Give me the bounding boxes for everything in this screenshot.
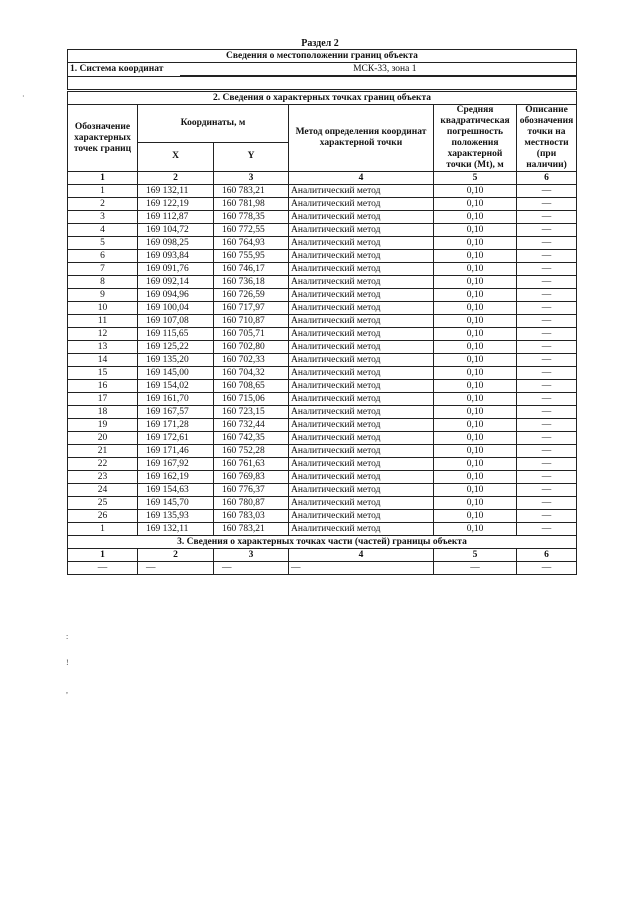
table-row [68,185,577,198]
description-cell: — [517,380,577,393]
point-number-cell: 8 [68,276,138,289]
table-row [68,263,577,276]
x-coordinate-cell: 169 161,70 [138,393,214,406]
method-cell: Аналитический метод [289,510,434,523]
x-coordinate-cell: 169 132,11 [138,523,214,536]
mt-cell: 0,10 [434,354,517,367]
block3-column-number-row [68,549,577,562]
block2-title-row [68,92,577,105]
method-cell: Аналитический метод [289,380,434,393]
column-number: 4 [289,172,434,185]
header-y: Y [214,142,289,171]
y-coordinate-cell: 160 732,44 [214,419,289,432]
table-row [68,432,577,445]
y-coordinate-cell: 160 783,21 [214,523,289,536]
point-number-cell: 13 [68,341,138,354]
coord-system-label: 1. Система координат [70,64,164,74]
x-coordinate-cell: 169 145,00 [138,367,214,380]
column-number: 2 [138,549,214,562]
x-coordinate-cell: 169 132,11 [138,185,214,198]
point-number-cell: 24 [68,484,138,497]
point-number-cell: 4 [68,224,138,237]
method-cell: Аналитический метод [289,419,434,432]
description-cell: — [517,562,577,575]
table-row [68,419,577,432]
description-cell: — [517,263,577,276]
mt-cell: 0,10 [434,263,517,276]
column-number: 2 [138,172,214,185]
method-cell: Аналитический метод [289,328,434,341]
x-coordinate-cell: 169 100,04 [138,302,214,315]
description-cell: — [517,484,577,497]
description-cell: — [517,419,577,432]
table-row [68,445,577,458]
method-cell: Аналитический метод [289,497,434,510]
point-number-cell: 16 [68,380,138,393]
point-number-cell: 14 [68,354,138,367]
mt-cell: 0,10 [434,224,517,237]
description-cell: — [517,328,577,341]
scan-mark: · [22,92,25,101]
description-cell: — [517,432,577,445]
x-coordinate-cell: 169 135,20 [138,354,214,367]
column-number: 5 [434,549,517,562]
header-description: Описание обозначения точки на местности (при наличии) [517,105,577,172]
description-cell: — [517,497,577,510]
table-row [68,393,577,406]
description-cell: — [517,341,577,354]
header-row-1 [68,105,577,143]
method-cell: Аналитический метод [289,263,434,276]
table-row [68,523,577,536]
mt-cell: 0,10 [434,497,517,510]
table-row [68,367,577,380]
y-coordinate-cell: 160 710,87 [214,315,289,328]
scan-mark: , [66,686,68,695]
y-coordinate-cell: — [214,562,289,575]
section-title: Раздел 2 [301,38,339,49]
column-number: 6 [517,172,577,185]
mt-cell: 0,10 [434,315,517,328]
description-cell: — [517,445,577,458]
y-coordinate-cell: 160 726,59 [214,289,289,302]
x-coordinate-cell: 169 107,08 [138,315,214,328]
method-cell: Аналитический метод [289,237,434,250]
description-cell: — [517,354,577,367]
mt-cell: 0,10 [434,445,517,458]
x-coordinate-cell: 169 093,84 [138,250,214,263]
y-coordinate-cell: 160 783,21 [214,185,289,198]
y-coordinate-cell: 160 780,87 [214,497,289,510]
description-cell: — [517,510,577,523]
object-location-title: Сведения о местоположении границ объекта [68,50,577,63]
x-coordinate-cell: 169 112,87 [138,211,214,224]
column-number-row [68,172,577,185]
x-coordinate-cell: 169 122,19 [138,198,214,211]
x-coordinate-cell: 169 154,63 [138,484,214,497]
method-cell: Аналитический метод [289,432,434,445]
description-cell: — [517,224,577,237]
description-cell: — [517,406,577,419]
y-coordinate-cell: 160 761,63 [214,458,289,471]
method-cell: Аналитический метод [289,276,434,289]
x-coordinate-cell: 169 098,25 [138,237,214,250]
table-row [68,302,577,315]
block3-title: 3. Сведения о характерных точках части (частей) границы объекта [68,536,577,549]
coord-system-row [68,63,577,77]
block2-title: 2. Сведения о характерных точках границ объекта [68,92,577,105]
description-cell: — [517,302,577,315]
point-number-cell: 26 [68,510,138,523]
x-coordinate-cell: 169 104,72 [138,224,214,237]
table-row [68,198,577,211]
mt-cell: — [434,562,517,575]
mt-cell: 0,10 [434,211,517,224]
x-coordinate-cell: 169 167,57 [138,406,214,419]
y-coordinate-cell: 160 783,03 [214,510,289,523]
method-cell: Аналитический метод [289,185,434,198]
description-cell: — [517,289,577,302]
y-coordinate-cell: 160 723,15 [214,406,289,419]
y-coordinate-cell: 160 778,35 [214,211,289,224]
x-coordinate-cell: 169 162,19 [138,471,214,484]
spacer-row [68,77,577,90]
point-number-cell: 18 [68,406,138,419]
description-cell: — [517,523,577,536]
method-cell: Аналитический метод [289,211,434,224]
column-number: 3 [214,172,289,185]
mt-cell: 0,10 [434,328,517,341]
description-cell: — [517,471,577,484]
method-cell: Аналитический метод [289,224,434,237]
point-number-cell: 21 [68,445,138,458]
x-coordinate-cell: 169 115,65 [138,328,214,341]
point-number-cell: 9 [68,289,138,302]
point-number-cell: 1 [68,185,138,198]
point-number-cell: 5 [68,237,138,250]
mt-cell: 0,10 [434,484,517,497]
characteristic-points-table [67,91,577,575]
y-coordinate-cell: 160 705,71 [214,328,289,341]
method-cell: Аналитический метод [289,393,434,406]
y-coordinate-cell: 160 736,18 [214,276,289,289]
point-number-cell: 15 [68,367,138,380]
block3-title-row [68,536,577,549]
point-number-cell: 10 [68,302,138,315]
y-coordinate-cell: 160 702,80 [214,341,289,354]
table-row [68,341,577,354]
point-number-cell: 12 [68,328,138,341]
mt-cell: 0,10 [434,523,517,536]
column-number: 1 [68,172,138,185]
method-cell: Аналитический метод [289,367,434,380]
table-row [68,237,577,250]
header-method: Метод определения координат характерной точки [289,105,434,172]
table-row [68,484,577,497]
y-coordinate-cell: 160 717,97 [214,302,289,315]
mt-cell: 0,10 [434,250,517,263]
mt-cell: 0,10 [434,289,517,302]
x-coordinate-cell: 169 145,70 [138,497,214,510]
table-row [68,471,577,484]
header-point-designation: Обозначение характерных точек границ [68,105,138,172]
object-location-title-row [68,50,577,63]
x-coordinate-cell: 169 172,61 [138,432,214,445]
point-number-cell: 2 [68,198,138,211]
y-coordinate-cell: 160 704,32 [214,367,289,380]
point-number-cell: 23 [68,471,138,484]
scan-mark: ! [66,658,69,667]
method-cell: Аналитический метод [289,341,434,354]
x-coordinate-cell: 169 154,02 [138,380,214,393]
method-cell: Аналитический метод [289,406,434,419]
method-cell: Аналитический метод [289,315,434,328]
mt-cell: 0,10 [434,380,517,393]
table-row [68,289,577,302]
table-row [68,211,577,224]
header-mt: Средняя квадратическая погрешность положения характерной точки (Mt), м [434,105,517,172]
method-cell: Аналитический метод [289,302,434,315]
point-number-cell: 20 [68,432,138,445]
method-cell: Аналитический метод [289,471,434,484]
mt-cell: 0,10 [434,237,517,250]
description-cell: — [517,393,577,406]
method-cell: Аналитический метод [289,354,434,367]
point-number-cell: 22 [68,458,138,471]
table-row [68,497,577,510]
mt-cell: 0,10 [434,432,517,445]
description-cell: — [517,185,577,198]
mt-cell: 0,10 [434,185,517,198]
x-coordinate-cell: 169 171,28 [138,419,214,432]
mt-cell: 0,10 [434,302,517,315]
mt-cell: 0,10 [434,471,517,484]
mt-cell: 0,10 [434,458,517,471]
method-cell: Аналитический метод [289,445,434,458]
header-coordinates: Координаты, м [138,105,289,143]
method-cell: Аналитический метод [289,523,434,536]
y-coordinate-cell: 160 746,17 [214,263,289,276]
table-row [68,224,577,237]
header-x: X [138,142,214,171]
table-row [68,510,577,523]
description-cell: — [517,367,577,380]
column-number: 3 [214,549,289,562]
y-coordinate-cell: 160 781,98 [214,198,289,211]
y-coordinate-cell: 160 702,33 [214,354,289,367]
point-number-cell: 1 [68,523,138,536]
table-row [68,276,577,289]
y-coordinate-cell: 160 715,06 [214,393,289,406]
point-number-cell: 25 [68,497,138,510]
mt-cell: 0,10 [434,341,517,354]
y-coordinate-cell: 160 776,37 [214,484,289,497]
x-coordinate-cell: 169 167,92 [138,458,214,471]
point-number-cell: 7 [68,263,138,276]
y-coordinate-cell: 160 755,95 [214,250,289,263]
x-coordinate-cell: — [138,562,214,575]
description-cell: — [517,250,577,263]
y-coordinate-cell: 160 708,65 [214,380,289,393]
object-location-table [67,49,577,90]
mt-cell: 0,10 [434,393,517,406]
method-cell: Аналитический метод [289,289,434,302]
column-number: 1 [68,549,138,562]
point-number-cell: 6 [68,250,138,263]
x-coordinate-cell: 169 092,14 [138,276,214,289]
point-number-cell: — [68,562,138,575]
method-cell: Аналитический метод [289,198,434,211]
description-cell: — [517,198,577,211]
x-coordinate-cell: 169 125,22 [138,341,214,354]
y-coordinate-cell: 160 764,93 [214,237,289,250]
description-cell: — [517,315,577,328]
mt-cell: 0,10 [434,406,517,419]
point-number-cell: 3 [68,211,138,224]
x-coordinate-cell: 169 094,96 [138,289,214,302]
y-coordinate-cell: 160 752,28 [214,445,289,458]
mt-cell: 0,10 [434,276,517,289]
table-row [68,315,577,328]
method-cell: Аналитический метод [289,458,434,471]
column-number: 4 [289,549,434,562]
y-coordinate-cell: 160 769,83 [214,471,289,484]
point-number-cell: 17 [68,393,138,406]
table-row [68,250,577,263]
point-number-cell: 19 [68,419,138,432]
method-cell: Аналитический метод [289,250,434,263]
point-number-cell: 11 [68,315,138,328]
scan-mark: : [66,632,69,641]
description-cell: — [517,211,577,224]
table-row [68,328,577,341]
table-row [68,354,577,367]
table-row [68,458,577,471]
column-number: 5 [434,172,517,185]
y-coordinate-cell: 160 772,55 [214,224,289,237]
method-cell: — [289,562,434,575]
coord-system-value: МСК-33, зона 1 [180,63,577,76]
description-cell: — [517,237,577,250]
x-coordinate-cell: 169 091,76 [138,263,214,276]
description-cell: — [517,458,577,471]
x-coordinate-cell: 169 135,93 [138,510,214,523]
mt-cell: 0,10 [434,367,517,380]
mt-cell: 0,10 [434,510,517,523]
y-coordinate-cell: 160 742,35 [214,432,289,445]
table-row [68,562,577,575]
table-row [68,406,577,419]
x-coordinate-cell: 169 171,46 [138,445,214,458]
column-number: 6 [517,549,577,562]
method-cell: Аналитический метод [289,484,434,497]
table-row [68,380,577,393]
description-cell: — [517,276,577,289]
mt-cell: 0,10 [434,198,517,211]
mt-cell: 0,10 [434,419,517,432]
